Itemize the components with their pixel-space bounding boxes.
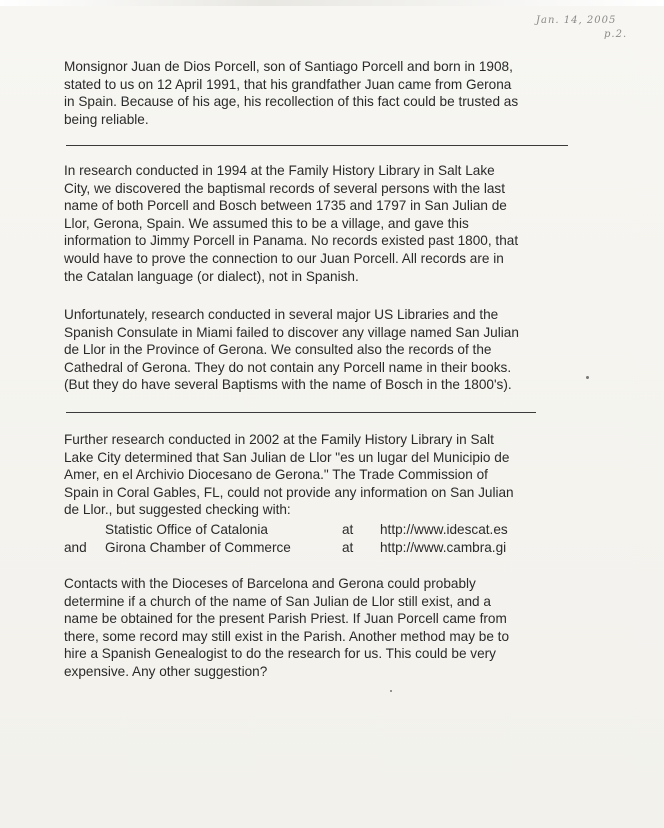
- text-line: Contacts with the Dioceses of Barcelona and Gerona could probably: [64, 576, 476, 591]
- text-line: Spanish Consulate in Miami failed to discover any village named San Julian: [64, 324, 519, 340]
- scan-speck: [586, 376, 589, 379]
- text-line: de Llor., but suggested checking with:: [64, 502, 291, 518]
- text-line: name of both Porcell and Bosch between 1735 and 1797 in San Julian de: [64, 198, 507, 214]
- text-line: In research conducted in 1994 at the Family History Library in Salt Lake: [64, 163, 495, 178]
- paragraph-2002-research: [64, 431, 584, 519]
- paragraph-us-libraries: [64, 306, 584, 394]
- text-line: Spain in Coral Gables, FL, could not provide any information on San Julian: [64, 484, 514, 500]
- section-divider: [66, 412, 536, 413]
- text-line: would have to prove the connection to our Juan Porcell. All records are in: [64, 250, 504, 266]
- text-line: Unfortunately, research conducted in several major US Libraries and the: [64, 307, 499, 322]
- text-line: there, some record may still exist in the Parish. Another method may be to: [64, 628, 510, 644]
- text-line: Further research conducted in 2002 at the Family History Library in Salt: [64, 432, 494, 447]
- contact-url: http://www.cambra.gi: [380, 540, 507, 555]
- annotation-date: Jan. 14, 2005: [536, 15, 617, 26]
- paragraph-dioceses-contact: [64, 575, 584, 681]
- text-line: the Catalan language (or dialect), not in Spanish.: [64, 268, 359, 284]
- text-line: Cathedral of Gerona. They do not contain any Porcell name in their books.: [64, 359, 512, 375]
- text-line: hire a Spanish Genealogist to do the research for us. This could be very: [64, 646, 496, 662]
- annotation-page: p.2.: [604, 29, 628, 40]
- text-line: being reliable.: [64, 111, 149, 127]
- text-line: stated to us on 12 April 1991, that his grandfather Juan came from Gerona: [64, 76, 512, 92]
- contact-prefix: and: [64, 540, 87, 555]
- contact-url: http://www.idescat.es: [380, 522, 508, 537]
- text-line: de Llor in the Province of Gerona. We consulted also the records of the: [64, 342, 492, 358]
- text-line: City, we discovered the baptismal records of several persons with the last: [64, 180, 505, 196]
- text-line: name be obtained for the present Parish Priest. If Juan Porcell came from: [64, 611, 507, 627]
- paragraph-monsignor-statement: [64, 58, 584, 128]
- contact-at: at: [342, 522, 354, 537]
- text-line: Monsignor Juan de Dios Porcell, son of Santiago Porcell and born in 1908,: [64, 59, 513, 74]
- section-divider: [66, 145, 568, 146]
- text-line: determine if a church of the name of San Julian de Llor still exist, and a: [64, 593, 491, 609]
- paragraph-1994-research: [64, 162, 584, 285]
- text-line: Llor, Gerona, Spain. We assumed this to be a village, and gave this: [64, 215, 469, 231]
- text-line: Amer, en el Archivio Diocesano de Gerona." The Trade Commission of: [64, 467, 488, 483]
- text-line: expensive. Any other suggestion?: [64, 663, 268, 679]
- text-line: (But they do have several Baptisms with the name of Bosch in the 1800's).: [64, 377, 512, 393]
- contact-name: Girona Chamber of Commerce: [105, 540, 291, 555]
- contact-at: at: [342, 540, 354, 555]
- contact-name: Statistic Office of Catalonia: [105, 522, 268, 537]
- text-line: information to Jimmy Porcell in Panama. No records existed past 1800, that: [64, 233, 519, 249]
- text-line: in Spain. Because of his age, his recollection of this fact could be trusted as: [64, 94, 519, 110]
- handwritten-date-annotation: [536, 14, 646, 50]
- text-line: Lake City determined that San Julian de Llor "es un lugar del Municipio de: [64, 449, 510, 465]
- scan-speck: [390, 690, 392, 692]
- paper-edge: [0, 0, 664, 6]
